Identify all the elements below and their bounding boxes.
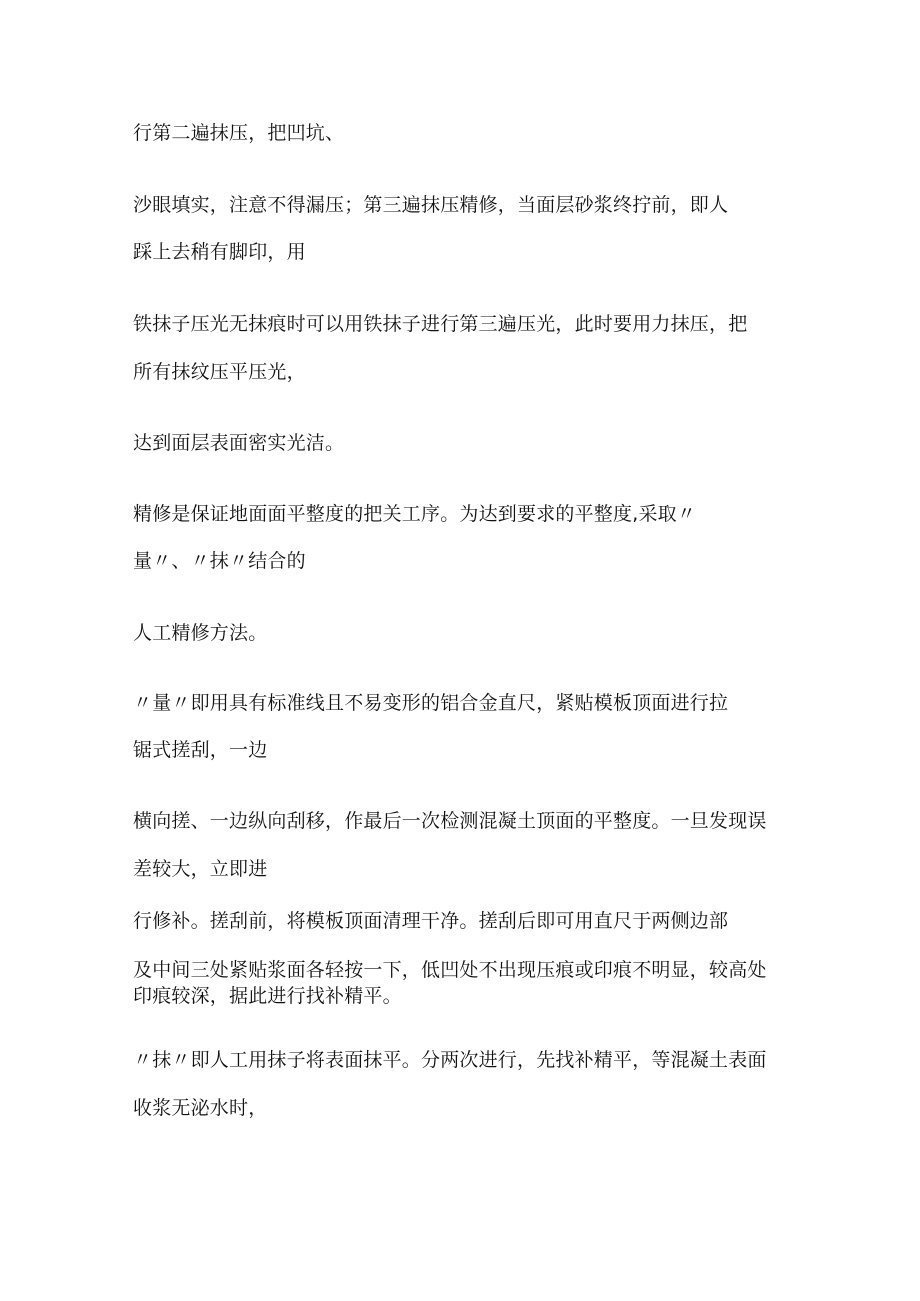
text-line-14: 行修补。搓刮前，将模板顶面清理干净。搓刮后即可用直尺于两侧边部 bbox=[133, 910, 729, 932]
text-line-10: 〃量〃即用具有标准线且不易变形的铝合金直尺，紧贴模板顶面进行拉 bbox=[133, 692, 729, 714]
text-line-2: 沙眼填实，注意不得漏压；第三遍抹压精修，当面层砂浆终拧前，即人 bbox=[133, 194, 729, 216]
text-line-5: 所有抹纹压平压光， bbox=[133, 361, 306, 383]
text-line-13: 差较大，立即进 bbox=[133, 858, 268, 880]
text-line-7: 精修是保证地面面平整度的把关工序。为达到要求的平整度,采取〃 bbox=[133, 503, 697, 525]
text-line-4: 铁抹子压光无抹痕时可以用铁抹子进行第三遍压光，此时要用力抹压，把 bbox=[133, 313, 748, 335]
text-line-15: 及中间三处紧贴浆面各轻按一下，低凹处不出现压痕或印痕不明显，较高处 bbox=[133, 959, 767, 981]
text-line-11: 锯式搓刮，一边 bbox=[133, 739, 268, 761]
text-line-16: 印痕较深，据此进行找补精平。 bbox=[133, 985, 402, 1007]
text-line-3: 踩上去稍有脚印，用 bbox=[133, 241, 306, 263]
text-line-17: 〃抹〃即人工用抹子将表面抹平。分两次进行，先找补精平，等混凝土表面 bbox=[133, 1049, 767, 1071]
text-line-8: 量〃、〃抹〃结合的 bbox=[133, 550, 306, 572]
text-line-9: 人工精修方法。 bbox=[133, 622, 268, 644]
text-line-18: 收浆无泌水时， bbox=[133, 1097, 268, 1119]
text-line-6: 达到面层表面密实光洁。 bbox=[133, 432, 345, 454]
text-line-1: 行第二遍抹压，把凹坑、 bbox=[133, 122, 345, 144]
text-line-12: 横向搓、一边纵向刮移，作最后一次检测混凝土顶面的平整度。一旦发现误 bbox=[133, 810, 767, 832]
